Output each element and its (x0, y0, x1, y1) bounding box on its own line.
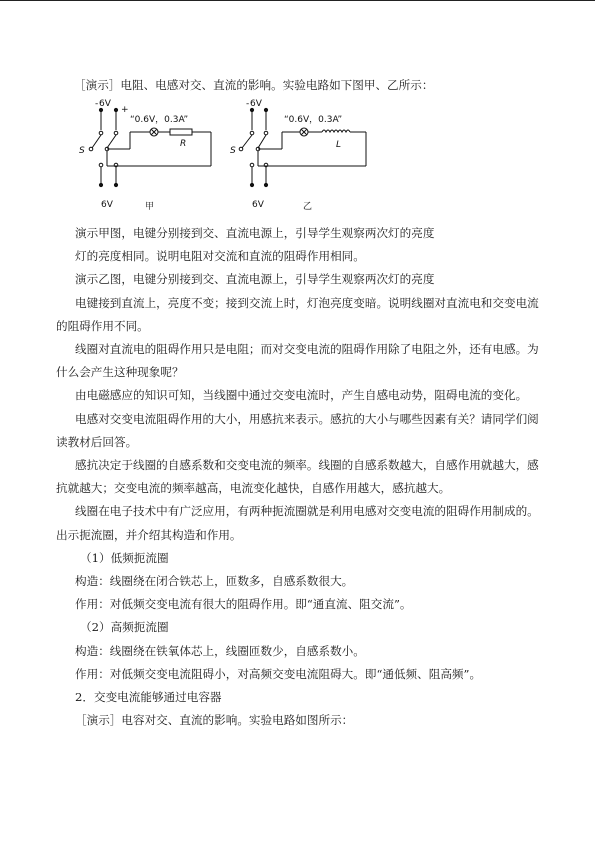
paragraph: 构造：线圈绕在闭合铁芯上，匝数多，自感系数很大。 (75, 574, 354, 589)
paragraph: 作用：对低频交变电流阻碍小，对高频交变电流阻碍大。即“通低频、阻高频”。 (75, 666, 482, 681)
right-minus: - (246, 99, 250, 109)
circuit-figure (70, 96, 390, 216)
paragraph: 构造：线圈绕在铁氧体芯上，线圈匝数少，自感系数小。 (75, 643, 365, 658)
paragraph: 电感对交变电流阻碍作用的大小，用感抗来表示。感抗的大小与哪些因素有关？请同学们阅读教材后回答。 (56, 411, 539, 449)
left-resistor-label: R (180, 139, 187, 149)
left-caption: 甲 (145, 202, 155, 212)
right-caption: 乙 (303, 202, 313, 212)
left-switch-label: S (79, 146, 85, 156)
left-bottom-voltage: 6V (101, 200, 113, 210)
right-bottom-voltage: 6V (252, 200, 264, 210)
page-top-rule (0, 0, 595, 1)
left-minus: - (95, 99, 99, 109)
right-switch-label: S (230, 146, 236, 156)
left-lamp-label: “0.6V，0.3A” (130, 115, 189, 125)
body-text (56, 222, 540, 732)
subheading: （1）低频扼流圈 (80, 550, 169, 565)
intro-line: ［演示］电阻、电感对交、直流的影响。实验电路如下图甲、乙所示： (74, 78, 434, 92)
right-top-voltage: 6V (250, 99, 262, 109)
paragraph: 作用：对低频交变电流有很大的阻碍作用。即“通直流、阻交流”。 (75, 597, 412, 612)
paragraph: 演示乙图，电键分别接到交、直流电源上，引导学生观察两次灯的亮度 (75, 272, 435, 287)
paragraph: 线圈在电子技术中有广泛应用，有两种扼流圈就是利用电感对交变电流的阻碍作用制成的。出示扼流圈，并介绍其构造和作用。 (56, 504, 539, 542)
paragraph: 电键接到直流上，亮度不变；接到交流上时，灯泡亮度变暗。说明线圈对直流电和交变电流的阻碍作用不同。 (56, 295, 539, 333)
paragraph: 演示甲图，电键分别接到交、直流电源上，引导学生观察两次灯的亮度 (75, 226, 435, 240)
left-top-voltage: 6V (99, 99, 111, 109)
circuit-right-labels (230, 99, 342, 212)
subheading: （2）高频扼流圈 (80, 620, 169, 635)
circuit-left-labels (79, 99, 188, 212)
paragraph: 由电磁感应的知识可知，当线圈中通过交变电流时，产生自感电动势，阻碍电流的变化。 (75, 388, 528, 403)
right-lamp-label: “0.6V，0.3A” (284, 115, 343, 125)
paragraph: 线圈对直流电的阻碍作用只是电阻；而对交变电流的阻碍作用除了电阻之外，还有电感。为什么会产生这种现象呢？ (56, 342, 539, 380)
paragraph: ［演示］电容对交、直流的影响。实验电路如图所示： (75, 713, 354, 728)
paragraph: 感抗决定于线圈的自感系数和交变电流的频率。线圈的自感系数越大，自感作用就越大，感抗就越大；交变电流的频率越高，电流变化越快，自感作用越大，感抗越大。 (56, 458, 539, 496)
paragraph: 灯的亮度相同。说明电阻对交流和直流的阻碍作用相同。 (75, 249, 365, 264)
right-inductor-label: L (336, 140, 342, 150)
left-plus: + (121, 105, 129, 115)
section-heading: 2．交变电流能够通过电容器 (75, 690, 222, 705)
